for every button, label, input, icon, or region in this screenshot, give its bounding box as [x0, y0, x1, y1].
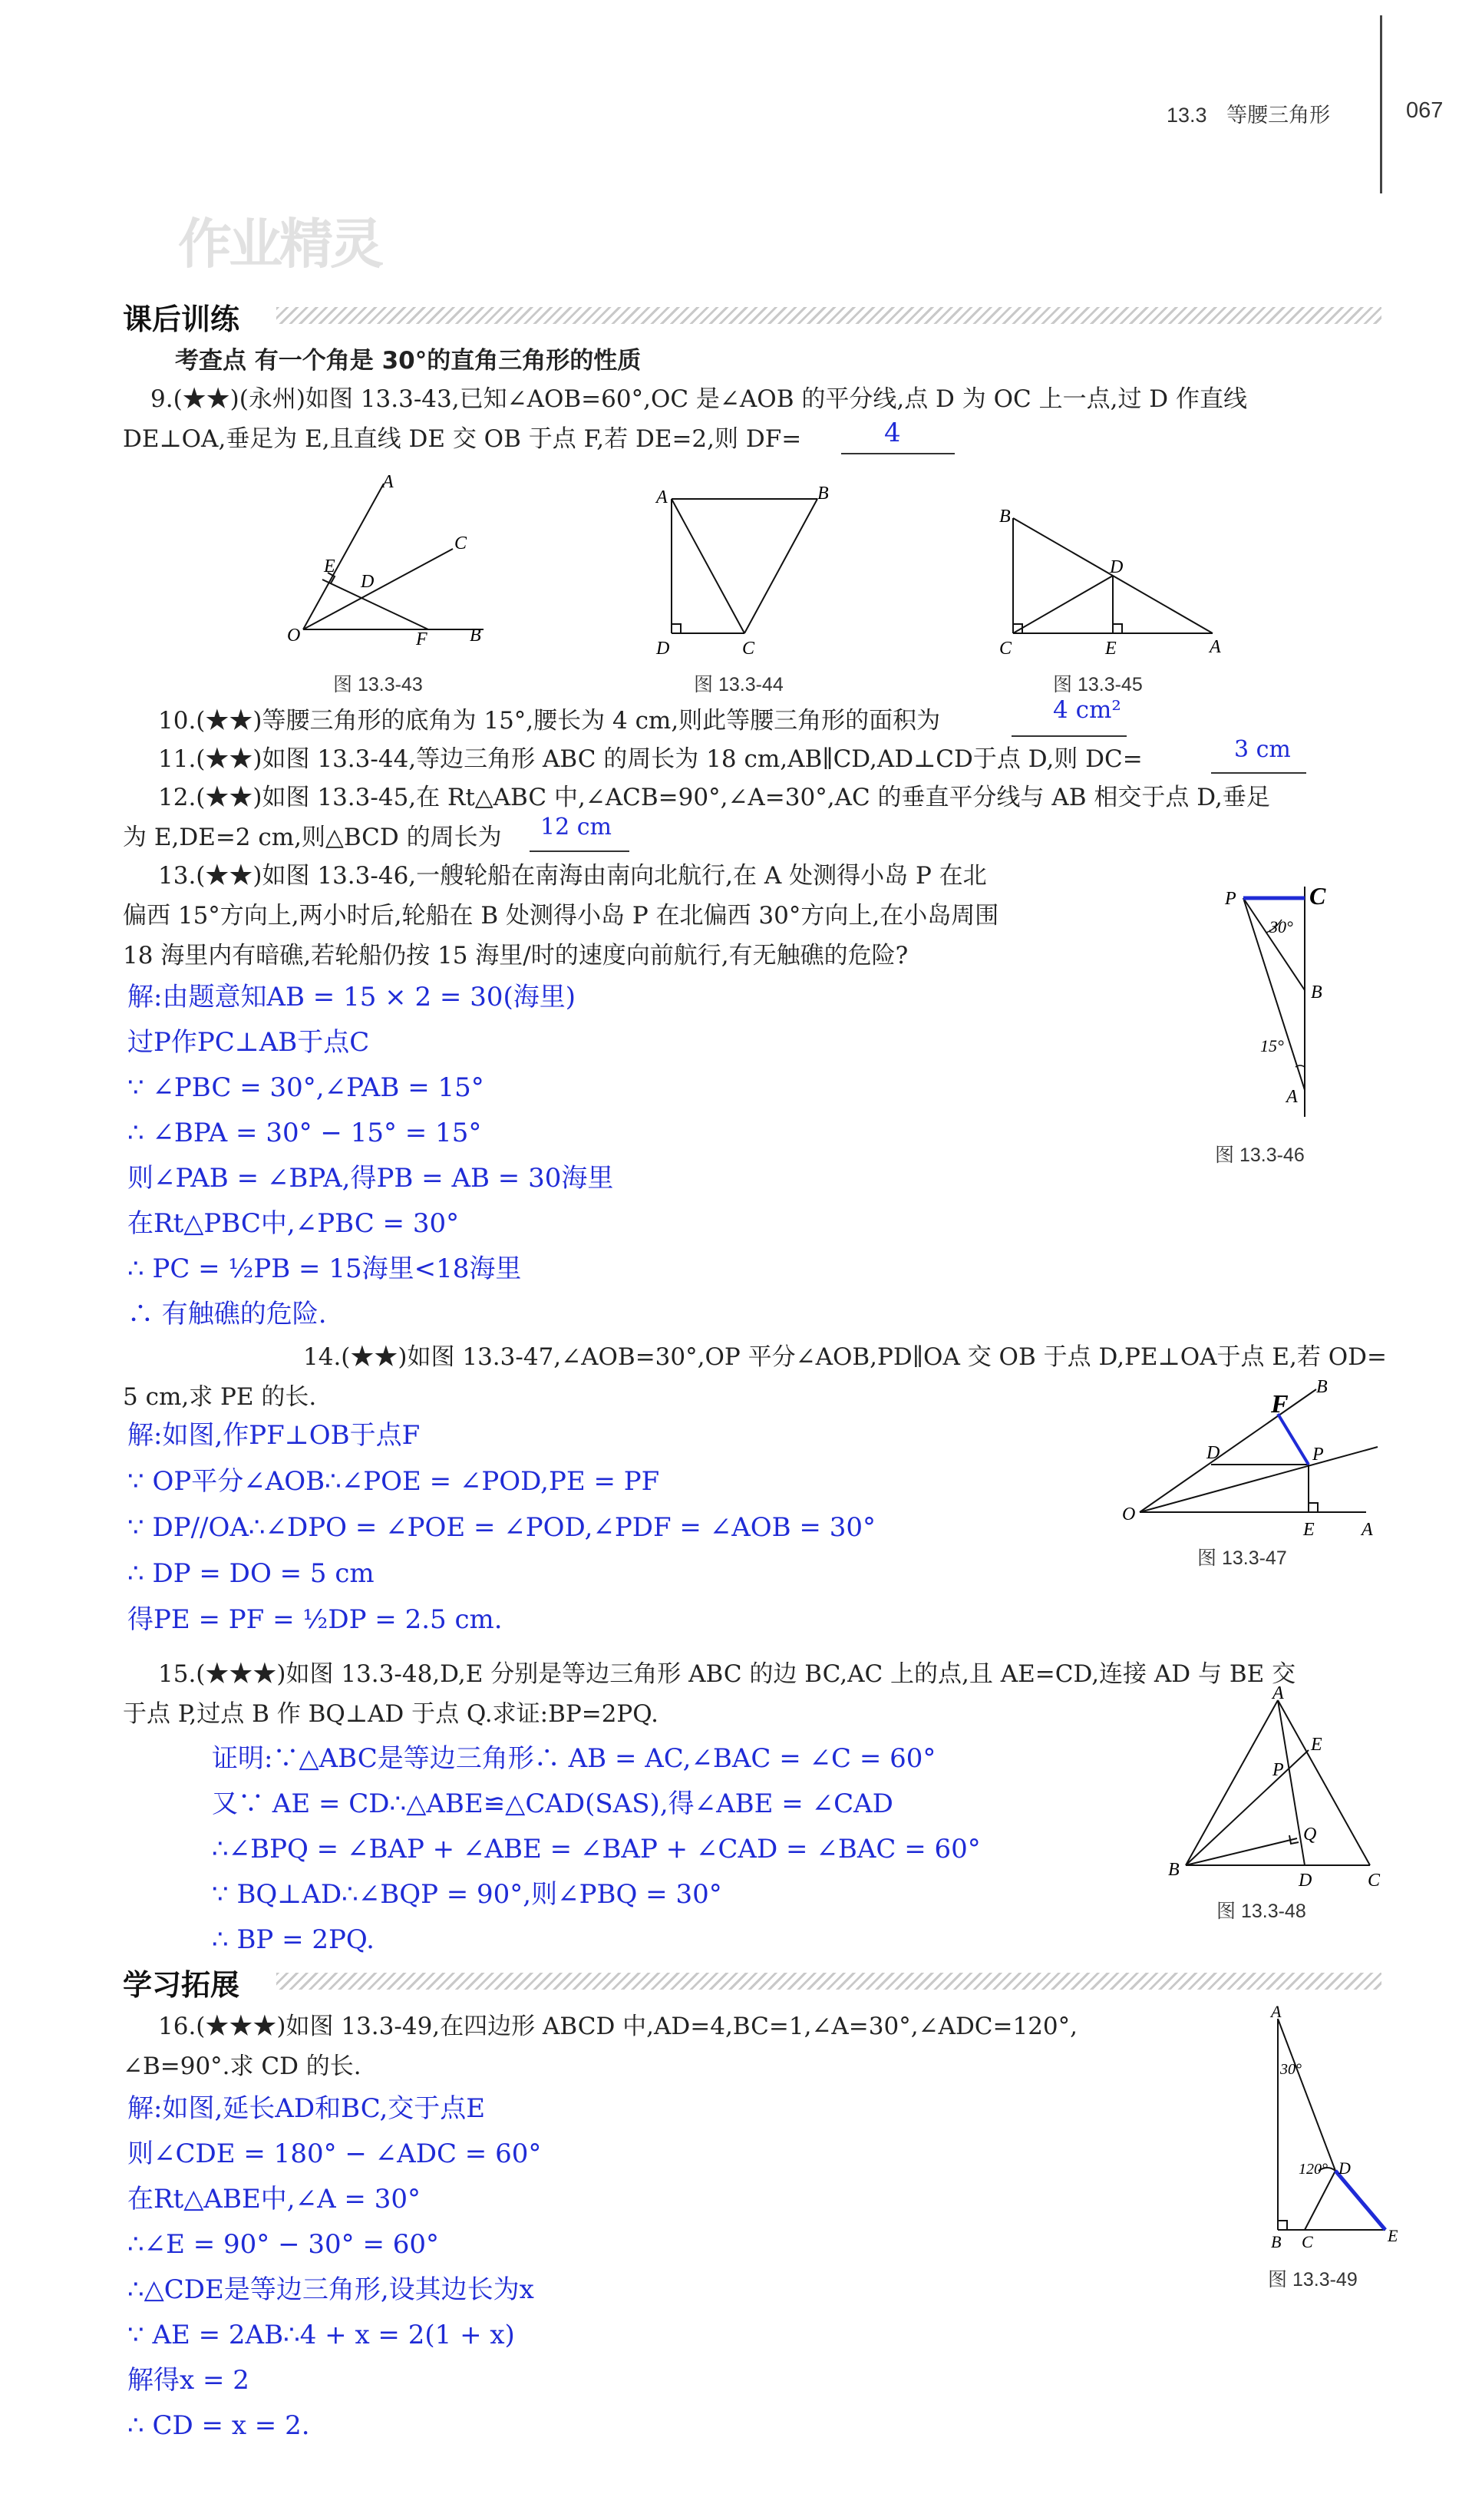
- q16-solution-line: 则∠CDE = 180° − ∠ADC = 60°: [127, 2139, 542, 2169]
- q14-solution-line: 得PE = PF = ½DP = 2.5 cm.: [127, 1604, 503, 1635]
- f47-label-A: A: [1362, 1520, 1373, 1540]
- f49-label-A: A: [1271, 2003, 1282, 2021]
- f44-label-A: A: [656, 487, 668, 507]
- f44-label-B: B: [817, 484, 829, 504]
- f47-label-P: P: [1312, 1445, 1324, 1465]
- figure-13-3-47: [1121, 1374, 1389, 1543]
- q9-answer: 4: [884, 418, 901, 448]
- f44-label-D: D: [656, 639, 670, 659]
- q13-solution-line: 过P作PC⊥AB于点C: [127, 1027, 370, 1058]
- q15-solution: [212, 1736, 981, 1963]
- q14-solution: [127, 1412, 876, 1643]
- f48-label-D: D: [1299, 1871, 1312, 1891]
- q16-solution-line: 解:如图,延长AD和BC,交于点E: [127, 2093, 486, 2124]
- q9-line2: DE⊥OA,垂足为 E,且直线 DE 交 OB 于点 F,若 DE=2,则 DF=: [123, 425, 802, 453]
- f43-label-C: C: [454, 533, 467, 553]
- q14-solution-line: 解:如图,作PF⊥OB于点F: [127, 1420, 421, 1451]
- q9-line1: 9.(★★)(永州)如图 13.3-43,已知∠AOB=60°,OC 是∠AOB 的平分线,点 D 为 OC 上一点,过 D 作直线: [150, 385, 1248, 413]
- f47-label-D: D: [1206, 1443, 1220, 1463]
- q12-line1: 12.(★★)如图 13.3-45,在 Rt△ABC 中,∠ACB=90°,∠A=30°,AC 的垂直平分线与 AB 相交于点 D,垂足: [158, 784, 1270, 811]
- q15-line2: 于点 P,过点 B 作 BQ⊥AD 于点 Q.求证:BP=2PQ.: [123, 1700, 659, 1728]
- caption-13-3-44: 图 13.3-44: [694, 674, 784, 695]
- q16-line1: 16.(★★★)如图 13.3-49,在四边形 ABCD 中,AD=4,BC=1,∠A=30°,∠ADC=120°,: [158, 2013, 1078, 2040]
- f49-label-120: 120°: [1299, 2161, 1328, 2178]
- q13-solution-line: ∵ ∠PBC = 30°,∠PAB = 15°: [127, 1072, 484, 1103]
- f49-label-B: B: [1271, 2232, 1282, 2251]
- f48-label-C: C: [1368, 1871, 1381, 1891]
- q13-solution-line: ∴ 有触礁的危险.: [127, 1299, 327, 1329]
- f46-label-P: P: [1225, 889, 1236, 909]
- f48-label-E: E: [1311, 1735, 1322, 1755]
- f45-label-A: A: [1210, 637, 1221, 657]
- figure-13-3-48: [1167, 1685, 1397, 1892]
- q16-solution-line: ∴△CDE是等边三角形,设其边长为x: [127, 2274, 534, 2305]
- q12-answer-line: [530, 850, 629, 852]
- q15-solution-line: 证明:∵△ABC是等边三角形∴ AB = AC,∠BAC = ∠C = 60°: [212, 1743, 936, 1774]
- f46-label-A: A: [1286, 1087, 1298, 1107]
- f43-label-A: A: [382, 472, 394, 492]
- q10-answer: 4 cm²: [1053, 696, 1121, 724]
- q13-solution-line: 在Rt△PBC中,∠PBC = 30°: [127, 1208, 460, 1239]
- q13-solution-line: ∴ ∠BPA = 30° − 15° = 15°: [127, 1118, 482, 1148]
- f43-label-O: O: [287, 626, 301, 645]
- q16-solution-line: 解得x = 2: [127, 2365, 249, 2396]
- header-section: 13.3: [1167, 104, 1207, 127]
- f46-label-C: C: [1309, 882, 1326, 910]
- header-divider: [1380, 15, 1382, 193]
- q13-line2: 偏西 15°方向上,两小时后,轮船在 B 处测得小岛 P 在北偏西 30°方向上,在小岛周围: [123, 902, 999, 930]
- caption-13-3-45: 图 13.3-45: [1053, 674, 1143, 695]
- watermark: 作业精灵: [178, 213, 381, 276]
- section-title-extend: 学习拓展: [123, 1968, 240, 2002]
- caption-13-3-47: 图 13.3-47: [1197, 1547, 1287, 1569]
- f49-label-C: C: [1302, 2232, 1313, 2251]
- f47-label-E: E: [1303, 1520, 1315, 1540]
- f45-label-B: B: [999, 507, 1011, 527]
- figure-13-3-46: [1220, 875, 1358, 1128]
- f46-label-30: 30°: [1269, 917, 1293, 936]
- section-hatch-extend: [276, 1973, 1381, 1990]
- f46-label-B: B: [1311, 983, 1322, 1002]
- q13-line3: 18 海里内有暗礁,若轮船仍按 15 海里/时的速度向前航行,有无触礁的危险?: [123, 942, 909, 969]
- f48-label-B: B: [1168, 1860, 1180, 1880]
- f44-label-C: C: [742, 639, 755, 659]
- header-chapter-title: 等腰三角形: [1226, 104, 1331, 127]
- q10-line: 10.(★★)等腰三角形的底角为 15°,腰长为 4 cm,则此等腰三角形的面积为: [158, 707, 941, 735]
- f49-label-E: E: [1388, 2226, 1398, 2245]
- q16-solution-line: ∴∠E = 90° − 30° = 60°: [127, 2229, 440, 2260]
- q15-solution-line: ∴ BP = 2PQ.: [212, 1924, 375, 1955]
- f48-label-P: P: [1272, 1760, 1284, 1780]
- f43-label-D: D: [361, 572, 375, 592]
- figure-13-3-49: [1251, 2003, 1404, 2257]
- q13-solution-line: 解:由题意知AB = 15 × 2 = 30(海里): [127, 982, 576, 1012]
- f45-label-E: E: [1105, 639, 1117, 659]
- figure-13-3-45: [990, 499, 1243, 664]
- q14-solution-line: ∴ DP = DO = 5 cm: [127, 1558, 375, 1589]
- q13-solution-line: 则∠PAB = ∠BPA,得PB = AB = 30海里: [127, 1163, 614, 1194]
- f45-label-C: C: [999, 639, 1012, 659]
- q12-answer: 12 cm: [540, 814, 612, 841]
- f43-label-E: E: [324, 557, 335, 576]
- f45-label-D: D: [1110, 557, 1124, 577]
- q14-solution-line: ∵ DP//OA∴∠DPO = ∠POE = ∠POD,∠PDF = ∠AOB = 30°: [127, 1512, 876, 1543]
- f48-label-A: A: [1272, 1685, 1284, 1703]
- q14-line2: 5 cm,求 PE 的长.: [123, 1383, 317, 1411]
- q16-solution-line: 在Rt△ABE中,∠A = 30°: [127, 2184, 421, 2214]
- caption-13-3-48: 图 13.3-48: [1216, 1901, 1306, 1922]
- q15-line1: 15.(★★★)如图 13.3-48,D,E 分别是等边三角形 ABC 的边 BC,AC 上的点,且 AE=CD,连接 AD 与 BE 交: [158, 1660, 1296, 1688]
- section-hatch: [276, 307, 1381, 324]
- q16-solution: [127, 2086, 541, 2449]
- f43-label-B: B: [470, 626, 481, 645]
- q13-solution: [127, 975, 613, 1337]
- f49-label-30: 30°: [1280, 2061, 1302, 2078]
- f48-label-Q: Q: [1303, 1825, 1317, 1845]
- caption-13-3-43: 图 13.3-43: [333, 674, 423, 695]
- page-number: 067: [1406, 98, 1444, 123]
- q14-line1: 14.(★★)如图 13.3-47,∠AOB=30°,OP 平分∠AOB,PD∥OA 交 OB 于点 D,PE⊥OA于点 E,若 OD=: [303, 1343, 1387, 1371]
- q12-line2: 为 E,DE=2 cm,则△BCD 的周长为: [123, 824, 502, 851]
- exam-point: 考查点 有一个角是 30°的直角三角形的性质: [175, 347, 642, 375]
- q11-line: 11.(★★)如图 13.3-44,等边三角形 ABC 的周长为 18 cm,AB∥CD,AD⊥CD于点 D,则 DC=: [158, 745, 1143, 773]
- f46-label-15: 15°: [1260, 1036, 1284, 1055]
- f47-label-B: B: [1316, 1377, 1328, 1397]
- f43-label-F: F: [416, 629, 427, 645]
- figure-13-3-43: [276, 472, 507, 645]
- q16-line2: ∠B=90°.求 CD 的长.: [123, 2053, 361, 2080]
- q13-line1: 13.(★★)如图 13.3-46,一艘轮船在南海由南向北航行,在 A 处测得小岛 P 在北: [158, 862, 987, 890]
- f49-label-D: D: [1338, 2158, 1351, 2178]
- f47-label-F: F: [1271, 1390, 1289, 1419]
- caption-13-3-49: 图 13.3-49: [1268, 2269, 1358, 2290]
- q16-solution-line: ∵ AE = 2AB∴4 + x = 2(1 + x): [127, 2320, 515, 2350]
- q15-solution-line: ∴∠BPQ = ∠BAP + ∠ABE = ∠BAP + ∠CAD = ∠BAC = 60°: [212, 1834, 981, 1864]
- q16-solution-line: ∴ CD = x = 2.: [127, 2410, 310, 2441]
- caption-13-3-46: 图 13.3-46: [1215, 1144, 1305, 1166]
- q15-solution-line: 又∵ AE = CD∴△ABE≌△CAD(SAS),得∠ABE = ∠CAD: [212, 1788, 893, 1819]
- q13-solution-line: ∴ PC = ½PB = 15海里<18海里: [127, 1253, 522, 1284]
- q11-answer: 3 cm: [1234, 736, 1291, 763]
- q10-answer-line: [1012, 735, 1127, 737]
- figure-13-3-44: [652, 484, 837, 660]
- f47-label-O: O: [1122, 1504, 1136, 1524]
- q15-solution-line: ∵ BQ⊥AD∴∠BQP = 90°,则∠PBQ = 30°: [212, 1879, 722, 1910]
- section-title-after-class: 课后训练: [123, 302, 240, 336]
- q14-solution-line: ∵ OP平分∠AOB∴∠POE = ∠POD,PE = PF: [127, 1466, 660, 1497]
- page-header: [1167, 98, 1330, 128]
